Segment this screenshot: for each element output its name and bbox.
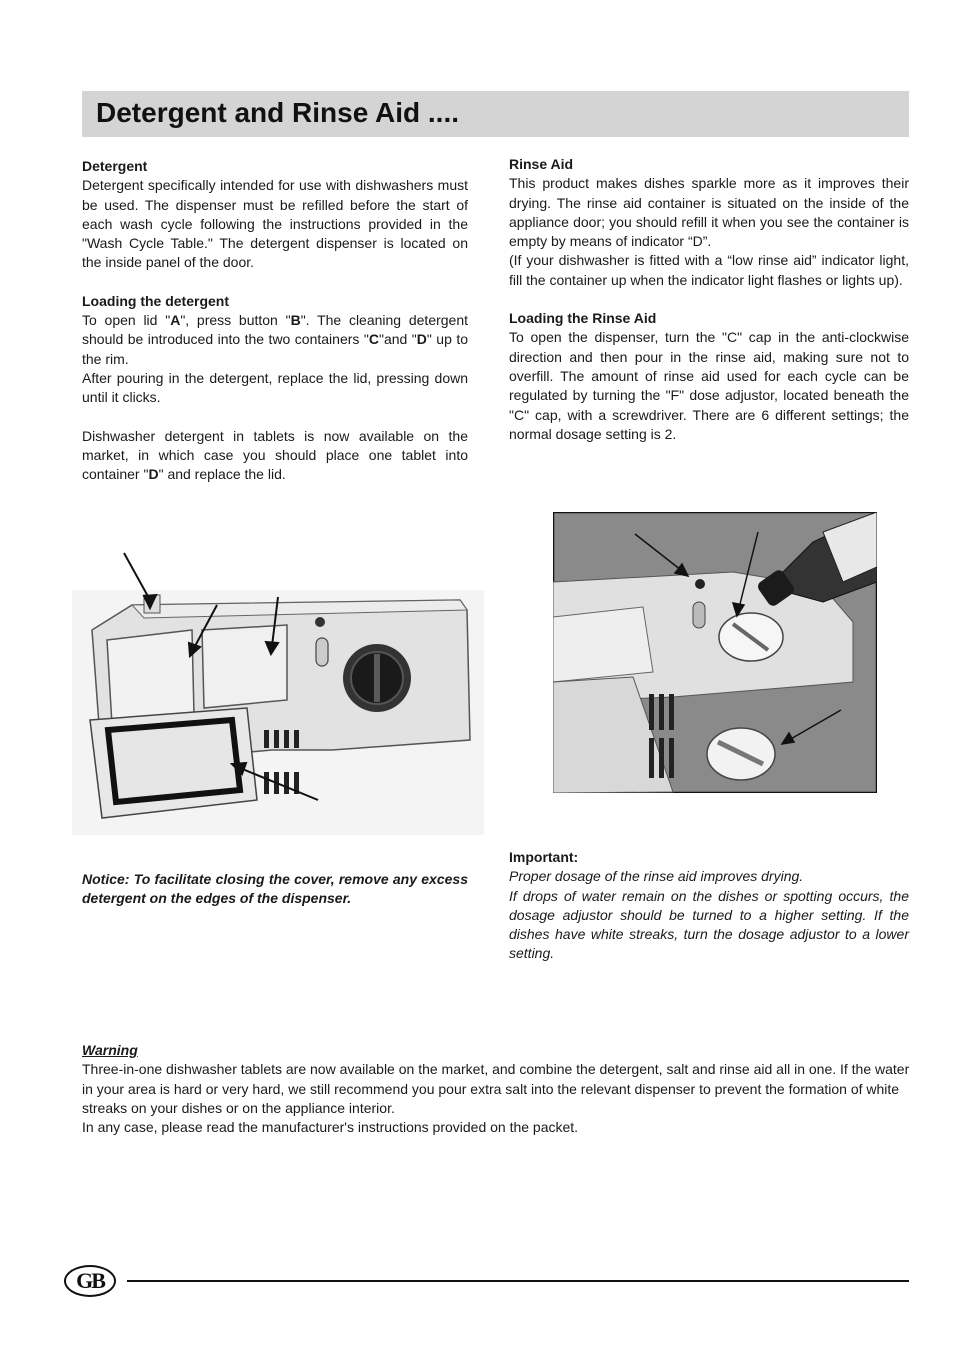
important-block: [509, 848, 909, 964]
label-d: D: [416, 331, 427, 348]
detergent-heading: Detergent: [82, 158, 148, 174]
important-line-2: If drops of water remain on the dishes or spotting occurs, the dosage adjustor should be turned to a higher setting. If the dishes have white streaks, turn the dosage adjustor to a lower setting.: [509, 887, 909, 962]
important-line-1: Proper dosage of the rinse aid improves drying.: [509, 868, 804, 885]
footer-rule: [127, 1280, 909, 1282]
loading-detergent-heading: Loading the detergent: [82, 292, 229, 309]
gb-language-badge: GB: [64, 1265, 116, 1297]
label-c: C: [368, 331, 379, 348]
detergent-dispenser-figure: [72, 550, 484, 835]
warning-block: [82, 1041, 910, 1137]
notice-text: Notice: To facilitate closing the cover, remove any excess detergent on the edges of the dispenser.: [82, 871, 468, 907]
title-bar: [82, 91, 909, 137]
loading-rinse-aid-heading: Loading the Rinse Aid: [509, 310, 657, 327]
tablets-text: Dishwasher detergent in tablets is now available on the market, in which case you should place one tablet into container "D" and replace the lid.: [82, 427, 468, 483]
left-column: [82, 157, 468, 484]
page-title: Detergent and Rinse Aid ....: [96, 97, 460, 128]
warning-heading: Warning: [82, 1042, 138, 1058]
right-column: [509, 155, 909, 444]
rinse-aid-text-2: (If your dishwasher is fitted with a “low rinse aid” indicator light, fill the container up when the indicator light flashes or lights up).: [509, 252, 909, 288]
loading-detergent-text-2: After pouring in the detergent, replace the lid, pressing down until it clicks.: [82, 369, 468, 406]
label-b: B: [290, 312, 301, 329]
label-a: A: [170, 312, 181, 329]
warning-text-1: Three-in-one dishwasher tablets are now available on the market, and combine the detergent, salt and rinse aid all in one. If the water in your area is hard or very hard, we still recommend you pour extra salt into the relevant dispenser to prevent the formation of white streaks on your dishes or on the appliance interior.: [82, 1061, 910, 1116]
loading-rinse-aid-text: To open the dispenser, turn the "C" cap in the anti-clockwise direction and then pour in the rinse aid, making sure not to overfill. The amount of rinse aid used for each cycle can be regulated by turning the "F" dose adjustor, located beneath the "C" cap, with a screwdriver. There are 6 different settings; the normal dosage setting is 2.: [509, 329, 909, 442]
rinse-aid-text: This product makes dishes sparkle more as it improves their drying. The rinse aid container is situated on the inside of the appliance door; you should refill it when you see the container is empty by means of indicator “D”.: [509, 175, 909, 250]
warning-text-2: In any case, please read the manufacturer's instructions provided on the packet.: [82, 1119, 579, 1136]
detergent-text: Detergent specifically intended for use with dishwashers must be used. The dispenser must be refilled before the start of each wash cycle following the instructions provided in the "Wash Cycle Table." The detergent dispenser is located on the inside panel of the door.: [82, 177, 468, 271]
rinse-aid-heading: Rinse Aid: [509, 156, 574, 172]
rinse-aid-dispenser-figure: [553, 512, 877, 793]
label-d-tablet: D: [148, 466, 159, 483]
loading-detergent-text: To open lid "A", press button "B". The cleaning detergent should be introduced into the two containers "C"and "D" up to the rim.: [82, 312, 469, 367]
important-heading: Important:: [509, 849, 579, 865]
